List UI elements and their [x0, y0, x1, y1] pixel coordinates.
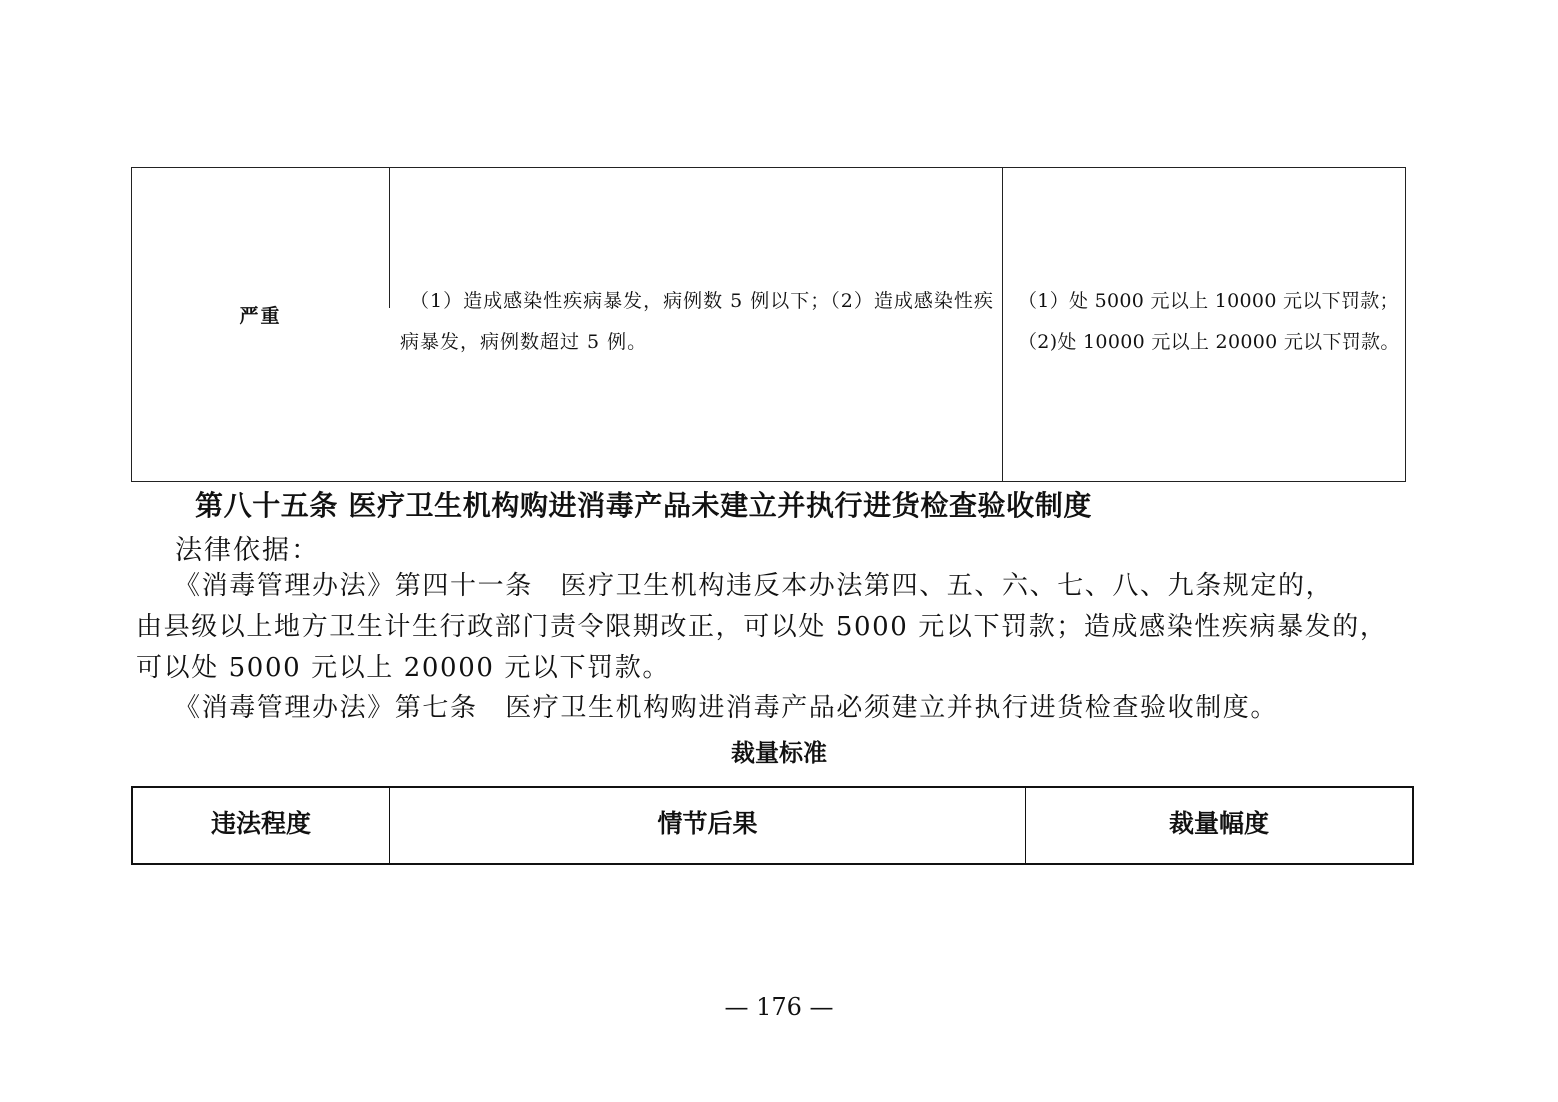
- column-divider: [389, 168, 390, 308]
- consequence-cell: （1）造成感染性疾病暴发，病例数 5 例以下；（2）造成感染性疾病暴发，病例数超过 5 例。: [400, 290, 994, 353]
- violation-level-cell: 严重: [239, 305, 282, 327]
- column-header-circumstances: 情节后果: [390, 788, 1026, 863]
- penalty-line: （1）处 5000 元以上 10000 元以下罚款；: [1018, 290, 1399, 312]
- discretion-standard-heading: 裁量标准: [731, 739, 827, 767]
- article-title: 第八十五条 医疗卫生机构购进消毒产品未建立并执行进货检查验收制度: [195, 489, 1092, 522]
- column-divider: [1002, 168, 1003, 481]
- law-text-line: 《消毒管理办法》第四十一条 医疗卫生机构违反本办法第四、五、六、七、八、九条规定的，: [174, 571, 1334, 601]
- law-text-line: 由县级以上地方卫生计生行政部门责令限期改正，可以处 5000 元以下罚款；造成感染性疾病暴发的，: [136, 612, 1388, 642]
- discretion-standard-table: [131, 786, 1414, 865]
- column-header-penalty-range: 裁量幅度: [1168, 809, 1269, 838]
- penalty-table-continued: [131, 167, 1406, 482]
- law-paragraph: [136, 688, 1436, 729]
- legal-basis-label: 法律依据：: [175, 535, 320, 566]
- law-text-line: 可以处 5000 元以上 20000 元以下罚款。: [136, 653, 670, 683]
- law-paragraph: [136, 566, 1436, 689]
- law-text-line: 《消毒管理办法》第七条 医疗卫生机构购进消毒产品必须建立并执行进货检查验收制度。: [174, 693, 1279, 723]
- column-header-violation-level: 违法程度: [133, 788, 390, 863]
- penalty-line: （2)处 10000 元以上 20000 元以下罚款。: [1018, 331, 1400, 353]
- penalty-range-cell: [1018, 281, 1406, 363]
- page-number: — 176 —: [724, 993, 834, 1021]
